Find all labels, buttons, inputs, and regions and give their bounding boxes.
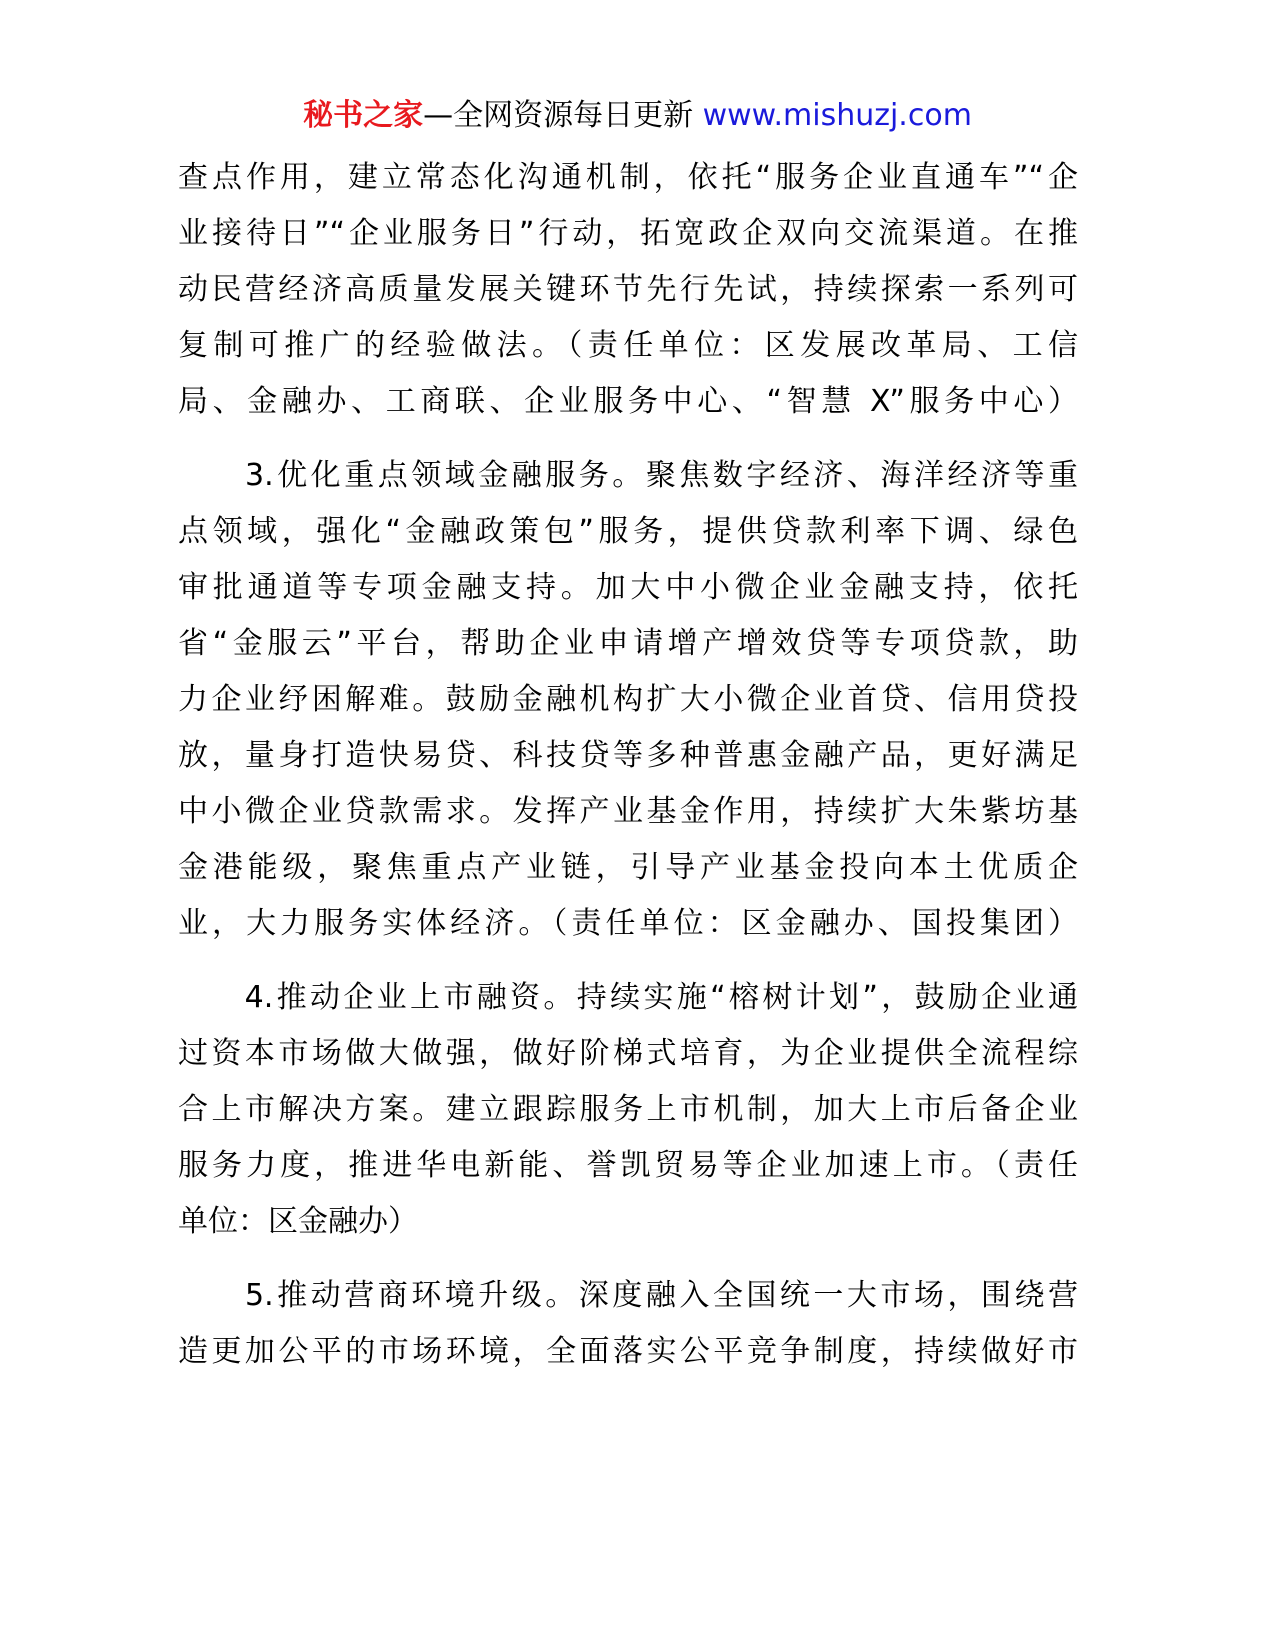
text-line: 动民营经济高质量发展关键环节先行先试，持续探索一系列可 (178, 272, 1078, 307)
text-line: 放，量身打造快易贷、科技贷等多种普惠金融产品，更好满足 (178, 738, 1078, 773)
text-line: 局、金融办、工商联、企业服务中心、“智慧 X”服务中心） (178, 384, 1078, 419)
text-line: 省“金服云”平台，帮助企业申请增产增效贷等专项贷款，助 (178, 626, 1078, 661)
text-line: 中小微企业贷款需求。发挥产业基金作用，持续扩大朱紫坊基 (178, 794, 1078, 829)
paragraph (178, 1274, 1078, 1386)
watermark-header (0, 96, 1275, 136)
paragraph (178, 454, 1078, 958)
text-line: 合上市解决方案。建立跟踪服务上市机制，加大上市后备企业 (178, 1092, 1078, 1127)
paragraph (178, 976, 1078, 1256)
site-url[interactable]: www.mishuzj.com (693, 98, 972, 133)
text-line: 点领域，强化“金融政策包”服务，提供贷款利率下调、绿色 (178, 514, 1078, 549)
document-body (178, 156, 1078, 1386)
text-line: 5.推动营商环境升级。深度融入全国统一大市场，围绕营 (178, 1278, 1078, 1313)
text-line: 4.推动企业上市融资。持续实施“榕树计划”，鼓励企业通 (178, 980, 1078, 1015)
paragraph (178, 156, 1078, 436)
text-line: 查点作用，建立常态化沟通机制，依托“服务企业直通车”“企 (178, 160, 1078, 195)
text-line: 业接待日”“企业服务日”行动，拓宽政企双向交流渠道。在推 (178, 216, 1078, 251)
text-line: 审批通道等专项金融支持。加大中小微企业金融支持，依托 (178, 570, 1078, 605)
text-line: 造更加公平的市场环境，全面落实公平竞争制度，持续做好市 (178, 1334, 1078, 1369)
text-line: 3.优化重点领域金融服务。聚焦数字经济、海洋经济等重 (178, 458, 1078, 493)
text-line: 力企业纾困解难。鼓励金融机构扩大小微企业首贷、信用贷投 (178, 682, 1078, 717)
text-line: 复制可推广的经验做法。（责任单位：区发展改革局、工信 (178, 328, 1078, 363)
brand-name: 秘书之家 (303, 98, 424, 133)
text-line: 服务力度，推进华电新能、誉凯贸易等企业加速上市。（责任 (178, 1148, 1078, 1183)
text-line: 业，大力服务实体经济。（责任单位：区金融办、国投集团） (178, 906, 1078, 941)
text-line: 金港能级，聚焦重点产业链，引导产业基金投向本土优质企 (178, 850, 1078, 885)
text-line: 过资本市场做大做强，做好阶梯式培育，为企业提供全流程综 (178, 1036, 1078, 1071)
tagline: —全网资源每日更新 (423, 98, 694, 133)
text-line: 单位：区金融办） (178, 1204, 418, 1239)
